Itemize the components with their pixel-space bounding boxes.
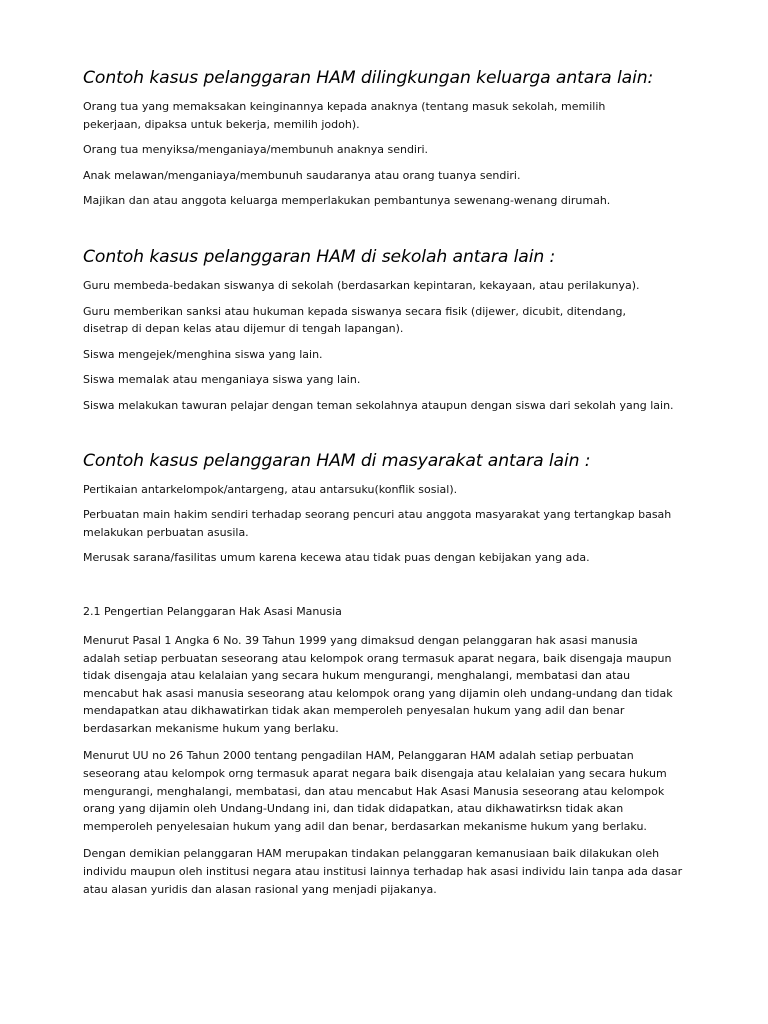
item-keluarga-1: Orang tua yang memaksakan keinginannya kepada anaknya (tentang masuk sekolah, memilih pekerjaan, dipaksa untuk bekerja, memilih jodoh). [83, 100, 606, 131]
item-sekolah-5: Siswa melakukan tawuran pelajar dengan teman sekolahnya ataupun dengan siswa dari sekolah yang lain. [83, 398, 674, 412]
item-keluarga-3: Anak melawan/menganiaya/membunuh saudaranya atau orang tuanya sendiri. [83, 168, 521, 182]
heading-keluarga: Contoh kasus pelanggaran HAM dilingkungan keluarga antara lain: [83, 68, 654, 88]
item-masyarakat-2: Perbuatan main hakim sendiri terhadap seorang pencuri atau anggota masyarakat yang tertangkap basah melakukan perbuatan asusila. [83, 508, 672, 539]
item-sekolah-2: Guru memberikan sanksi atau hukuman kepada siswanya secara fisik (dijewer, dicubit, ditendang, disetrap di depan kelas atau dijemur di tengah lapangan). [83, 304, 627, 336]
document-page [83, 66, 688, 898]
heading-masyarakat: Contoh kasus pelanggaran HAM di masyarakat antara lain : [83, 450, 591, 471]
item-masyarakat-3: Merusak sarana/fasilitas umum karena kecewa atau tidak puas dengan kebijakan yang ada. [83, 551, 590, 565]
heading-sekolah: Contoh kasus pelanggaran HAM di sekolah antara lain : [83, 246, 556, 267]
subsection-title: 2.1 Pengertian Pelanggaran Hak Asasi Manusia [83, 604, 342, 618]
item-sekolah-3: Siswa mengejek/menghina siswa yang lain. [83, 347, 323, 361]
item-keluarga-2: Orang tua menyiksa/menganiaya/membunuh anaknya sendiri. [83, 143, 429, 157]
definition-paragraph-2: Menurut UU no 26 Tahun 2000 tentang pengadilan HAM, Pelanggaran HAM adalah setiap perbuatan seseorang atau kelompok orng termasuk aparat negara baik disengaja atau kelalaian yang secara hukum mengurangi, menghalangi, membatasi, dan atau mencabut Hak Asasi Manusia seseorang atau kelompok orang yang dijamin oleh Undang-Undang ini, dan tidak didapatkan, atau dikhawatirksn tidak akan memperoleh penyelesaian hukum yang adil dan benar, berdasarkan mekanisme hukum yang berlaku. [83, 749, 667, 833]
item-masyarakat-1: Pertikaian antarkelompok/antargeng, atau antarsuku(konflik sosial). [83, 482, 458, 496]
item-keluarga-4: Majikan dan atau anggota keluarga memperlakukan pembantunya sewenang-wenang dirumah. [83, 194, 611, 208]
item-sekolah-4: Siswa memalak atau menganiaya siswa yang lain. [83, 373, 361, 387]
item-sekolah-1: Guru membeda-bedakan siswanya di sekolah (berdasarkan kepintaran, kekayaan, atau perilakunya). [83, 278, 640, 292]
definition-paragraph-3: Dengan demikian pelanggaran HAM merupakan tindakan pelanggaran kemanusiaan baik dilakukan oleh individu maupun oleh institusi negara atau institusi lainnya terhadap hak asasi individu lain tanpa ada dasar atau alasan yuridis dan alasan rasional yang menjadi pijakanya. [83, 847, 683, 896]
definition-paragraph-1: Menurut Pasal 1 Angka 6 No. 39 Tahun 1999 yang dimaksud dengan pelanggaran hak asasi manusia adalah setiap perbuatan seseorang atau kelompok orang termasuk aparat negara, baik disengaja maupun tidak disengaja atau kelalaian yang secara hukum mengurangi, menghalangi, membatasi dan atau mencabut hak asasi manusia seseorang atau kelompok orang yang dijamin oleh undang-undang dan tidak mendapatkan atau dikhawatirkan tidak akan memperoleh penyesalan hukum yang adil dan benar berdasarkan mekanisme hukum yang berlaku. [83, 633, 673, 735]
